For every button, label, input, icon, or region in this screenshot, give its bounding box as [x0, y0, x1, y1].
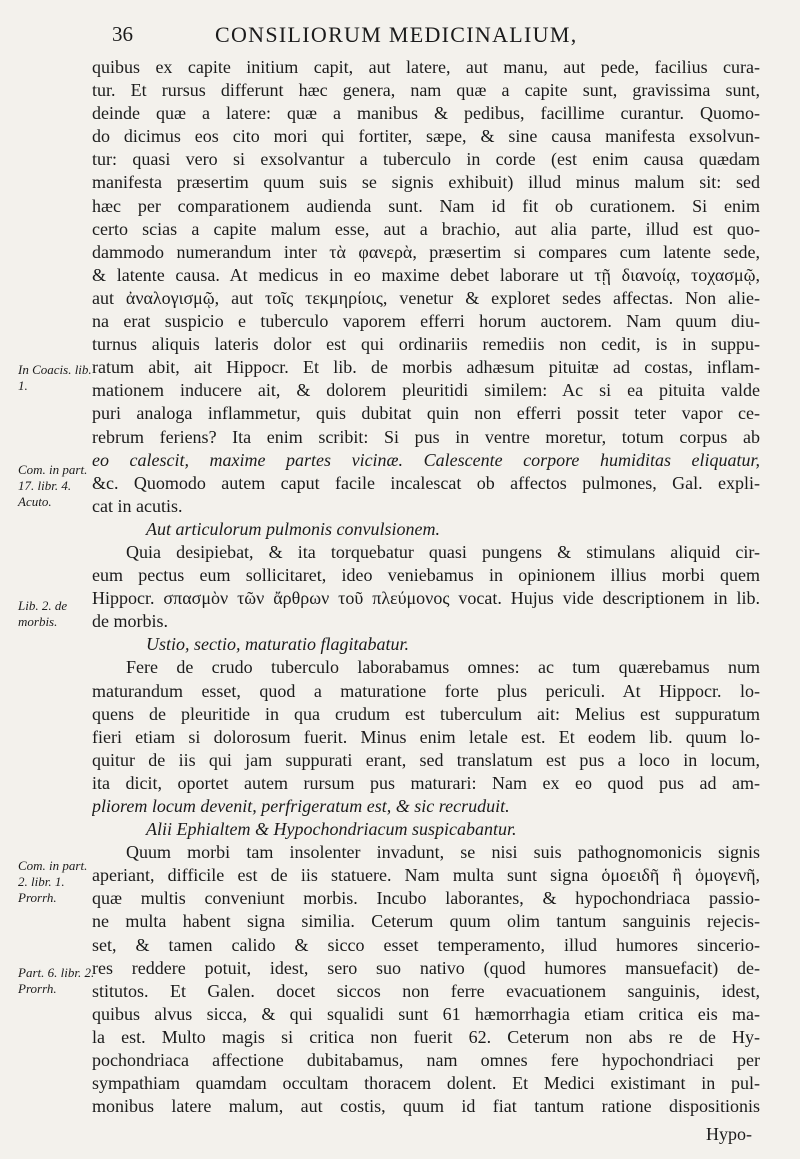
text-line: fieri etiam si dolorosum fuerit. Minus enim letale est. Et eodem lib. quum lo- — [92, 726, 760, 747]
text-line: pochondriaca affectione dubitabamus, nam omnes fere hypochondriaci per — [92, 1050, 760, 1071]
text-line: Quia desipiebat, & ita torquebatur quasi pungens & stimulans aliquid cir- — [126, 541, 760, 562]
text-line: certo scias a capite malum esse, aut a brachio, aut alia parte, illud est quo- — [92, 218, 760, 239]
text-line: aperiant, difficile est de iis statuere. Nam multa sunt signa ὁμοειδῆ ἢ ὁμογενῆ, — [92, 865, 760, 886]
text-line: &c. Quomodo autem caput facile incalescat ob affectos pulmones, Gal. expli- — [92, 472, 760, 493]
text-line: stitutos. Et Galen. docet siccos non ferre evacuationem sanguinis, idest, — [92, 980, 760, 1001]
margin-note: Com. in part. 2. libr. 1. Prorrh. — [18, 858, 88, 905]
text-line: hæc per comparationem audienda sunt. Nam id fit ob curationem. Si enim — [92, 195, 760, 216]
text-line: eo calescit, maxime partes vicinæ. Calescente corpore humiditas eliquatur, — [92, 449, 760, 470]
text-line: tur. Et rursus differunt hæc genera, nam quæ a capite sunt, gravissima sunt, — [92, 80, 760, 101]
section-heading: Alii Ephialtem & Hypochondriacum suspicabantur. — [146, 819, 517, 840]
text-line: quens de pleuritide in qua crudum est tuberculum ait: Melius est suppuratum — [92, 703, 760, 724]
text-line: & latente causa. At medicus in eo maxime debet laborare ut τῇ διανοίᾳ, τοχασμῷ, — [92, 264, 760, 285]
catchword: Hypo- — [706, 1124, 752, 1144]
margin-note: Lib. 2. de morbis. — [18, 598, 68, 629]
text-line: quibus ex capite initium capit, aut latere, aut manu, aut pede, facilius cura- — [92, 57, 760, 77]
running-head — [0, 22, 800, 52]
text-line: puri analoga inflammetur, quis dubitat quin non efferri possit teter vapor ce- — [92, 403, 760, 424]
text-line: dammodo numerandum inter τὰ φανερὰ, præsertim si compares cum latente sede, — [92, 241, 760, 262]
text-line: quibus alvus sicca, & qui squalidi sunt 61 hæmorrhagia etiam critica eis ma- — [92, 1003, 760, 1024]
text-line: turnus aliquis lateris dolor est qui ordinariis remediis non cedit, is in suppu- — [92, 334, 760, 355]
text-line: cat in acutis. — [92, 495, 183, 516]
text-line: ratum abit, ait Hippocr. Et lib. de morbis adhæsum pituitæ ad costas, inflam- — [92, 357, 760, 378]
text-line: tur: quasi vero si exsolvantur a tuberculo in corde (est enim causa quædam — [92, 149, 760, 170]
margin-note: Com. in part. 17. libr. 4. Acuto. — [18, 462, 88, 509]
text-line: mationem inducere ait, & dolorem pleuritidi similem: Ac si ea pituita valde — [92, 380, 760, 401]
text-line: rebrum feriens? Ita enim scribit: Si pus in ventre moretur, totum corpus ab — [92, 426, 760, 447]
text-line: Hippocr. σπασμὸν τῶν ἄρθρων τοῦ πλεύμονος vocat. Hujus vide descriptionem in lib. — [92, 588, 760, 609]
text-line: Quum morbi tam insolenter invadunt, se nisi suis pathognomonicis signis — [126, 842, 760, 863]
text-line: na erat suspicio e tuberculo vaporem efferri horum auctorem. Nam quum diu- — [92, 311, 760, 332]
text-line: quitur de iis qui jam suppurati erant, sed translatum est pus a loco in locum, — [92, 749, 760, 770]
page-number: 36 — [112, 22, 133, 46]
text-line: aut ἀναλογισμῷ, aut τοῖς τεκμηρίοις, venetur & exploret sedes affectas. Non alie- — [92, 287, 760, 308]
text-line: sympathiam quamdam occultam thoracem dolent. Et Medici existimant in pul- — [92, 1073, 760, 1094]
text-line: ita dicit, oportet autem rursum pus maturari: Nam ex eo quod pus ad am- — [92, 772, 760, 793]
section-heading: Aut articulorum pulmonis convulsionem. — [146, 518, 440, 539]
text-line: res reddere potuit, idest, sero suo nativo (quod humores mansuefacit) de- — [92, 957, 760, 978]
text-line: eum pectus eum sollicitaret, ideo veniebamus in opinionem illius morbi quem — [92, 565, 760, 586]
text-line: do dicimus eos cito mori qui fortiter, sæpe, & sine causa manifesta exsolvun- — [92, 126, 760, 147]
section-heading: Ustio, sectio, maturatio flagitabatur. — [146, 634, 410, 655]
text-line: la est. Multo magis si critica non fuerit 62. Ceterum non abs re de Hy- — [92, 1026, 760, 1047]
text-line: ne multa habent signa similia. Ceterum quum olim tantum sanguinis rejecis- — [92, 911, 760, 932]
text-line: quæ multis conveniunt morbis. Incubo laborantes, & hypochondriaca passio- — [92, 888, 760, 909]
text-line: deinde quæ a latere: quæ a manibus & pedibus, facillime curantur. Quomo- — [92, 103, 760, 124]
body-text — [92, 56, 760, 1118]
text-line: set, & tamen calido & sicco esset temperamento, illud humores sincerio- — [92, 934, 760, 955]
running-title: CONSILIORUM MEDICINALIUM, — [215, 22, 578, 47]
margin-note: Part. 6. libr. 2. Prorrh. — [18, 965, 95, 996]
text-line: Fere de crudo tuberculo laborabamus omnes: ac tum quærebamus num — [126, 657, 760, 678]
text-line: de morbis. — [92, 611, 168, 632]
margin-note: In Coacis. lib. 1. — [18, 362, 92, 393]
text-line: monibus latere malum, aut costis, quum id fiat tantum ratione dispositionis — [92, 1096, 760, 1117]
text-line: manifesta præsertim quum suis se signis exhibuit) illud minus malum sit: sed — [92, 172, 760, 193]
text-line: pliorem locum devenit, perfrigeratum est, & sic recruduit. — [92, 796, 510, 816]
text-line: maturandum esset, quod a maturatione forte plus periculi. At Hippocr. lo- — [92, 680, 760, 701]
